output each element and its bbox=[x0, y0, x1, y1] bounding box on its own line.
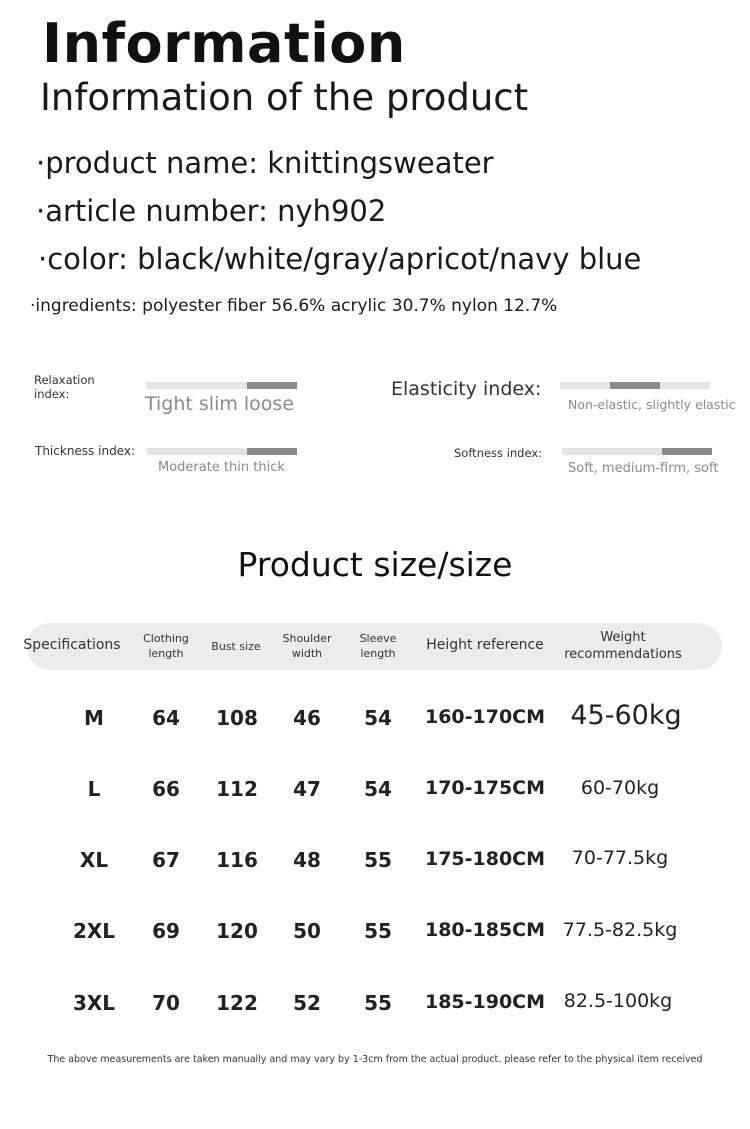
footer-note: The above measurements are taken manually and may vary by 1-3cm from the actual product. please refer to the physical item received bbox=[47, 1054, 703, 1065]
row-l-size: L bbox=[87, 777, 101, 801]
row-2xl-clothing: 69 bbox=[152, 919, 180, 943]
row-xl-bust: 116 bbox=[216, 848, 258, 872]
header-weight-line1: Weight bbox=[600, 630, 646, 645]
row-xl-weight: 70-77.5kg bbox=[571, 847, 669, 869]
row-3xl-size: 3XL bbox=[72, 991, 116, 1015]
row-m-clothing: 64 bbox=[152, 706, 180, 730]
header-height-reference: Height reference bbox=[426, 637, 544, 653]
row-2xl-bust: 120 bbox=[216, 919, 258, 943]
header-specifications: Specifications bbox=[23, 637, 121, 653]
thickness-index-scale: Moderate thin thick bbox=[158, 460, 285, 475]
row-2xl-size: 2XL bbox=[72, 919, 116, 943]
row-xl-sleeve: 55 bbox=[364, 848, 392, 872]
row-m-shoulder: 46 bbox=[293, 706, 321, 730]
page-title: Information bbox=[42, 12, 406, 75]
row-m-size: M bbox=[84, 706, 104, 730]
row-3xl-sleeve: 55 bbox=[364, 991, 392, 1015]
thickness-index-label: Thickness index: bbox=[35, 444, 135, 458]
softness-index-label: Softness index: bbox=[454, 446, 543, 460]
ingredients: ·ingredients: polyester fiber 56.6% acrylic 30.7% nylon 12.7% bbox=[30, 296, 558, 316]
softness-index-scale: Soft, medium-firm, soft bbox=[568, 461, 719, 476]
header-clothing-length bbox=[136, 631, 196, 661]
row-l-shoulder: 47 bbox=[293, 777, 321, 801]
row-l-weight: 60-70kg bbox=[580, 777, 660, 799]
row-2xl-height: 180-185CM bbox=[424, 919, 546, 941]
header-weight-line2: recommendations bbox=[564, 647, 682, 662]
relaxation-index-bar bbox=[146, 382, 297, 389]
row-l-sleeve: 54 bbox=[364, 777, 392, 801]
row-3xl-clothing: 70 bbox=[152, 991, 180, 1015]
thickness-index-bar bbox=[147, 448, 297, 455]
row-xl-shoulder: 48 bbox=[293, 848, 321, 872]
header-shoulder-width bbox=[276, 631, 338, 661]
row-m-weight: 45-60kg bbox=[570, 700, 682, 731]
elasticity-index-label: Elasticity index: bbox=[391, 378, 542, 400]
relaxation-index-fill bbox=[247, 382, 297, 389]
row-l-height: 170-175CM bbox=[424, 777, 546, 799]
thickness-index-fill bbox=[247, 448, 297, 455]
header-shoulder-line2: width bbox=[291, 647, 323, 660]
row-3xl-bust: 122 bbox=[216, 991, 258, 1015]
header-weight-recommendations bbox=[556, 629, 690, 663]
row-m-height: 160-170CM bbox=[424, 706, 546, 728]
softness-index-bar bbox=[562, 448, 712, 455]
relaxation-index-scale: Tight slim loose bbox=[145, 393, 295, 415]
row-3xl-shoulder: 52 bbox=[293, 991, 321, 1015]
header-clothing-line1: Clothing bbox=[143, 632, 189, 645]
row-2xl-shoulder: 50 bbox=[293, 919, 321, 943]
header-sleeve-line2: length bbox=[360, 647, 396, 660]
row-3xl-weight: 82.5-100kg bbox=[563, 990, 673, 1012]
row-2xl-sleeve: 55 bbox=[364, 919, 392, 943]
header-sleeve-length bbox=[348, 631, 408, 661]
row-m-bust: 108 bbox=[216, 706, 258, 730]
elasticity-index-fill bbox=[610, 382, 660, 389]
row-m-sleeve: 54 bbox=[364, 706, 392, 730]
header-shoulder-line1: Shoulder bbox=[282, 632, 332, 645]
header-bust-size: Bust size bbox=[211, 640, 261, 653]
page-subtitle: Information of the product bbox=[40, 76, 529, 119]
row-xl-clothing: 67 bbox=[152, 848, 180, 872]
softness-index-fill bbox=[662, 448, 712, 455]
product-name: ·product name: knittingsweater bbox=[36, 146, 494, 180]
row-xl-height: 175-180CM bbox=[424, 848, 546, 870]
row-2xl-weight: 77.5-82.5kg bbox=[562, 919, 678, 941]
row-l-clothing: 66 bbox=[152, 777, 180, 801]
size-table-title: Product size/size bbox=[237, 545, 513, 584]
elasticity-index-scale: Non-elastic, slightly elastic bbox=[568, 397, 736, 412]
article-number: ·article number: nyh902 bbox=[36, 194, 387, 228]
color-options: ·color: black/white/gray/apricot/navy blue bbox=[38, 242, 642, 276]
row-3xl-height: 185-190CM bbox=[424, 991, 546, 1013]
relaxation-index-label: Relaxation index: bbox=[34, 373, 95, 401]
row-l-bust: 112 bbox=[216, 777, 258, 801]
header-sleeve-line1: Sleeve bbox=[359, 632, 397, 645]
elasticity-index-bar bbox=[560, 382, 710, 389]
row-xl-size: XL bbox=[79, 848, 109, 872]
header-clothing-line2: length bbox=[148, 647, 184, 660]
